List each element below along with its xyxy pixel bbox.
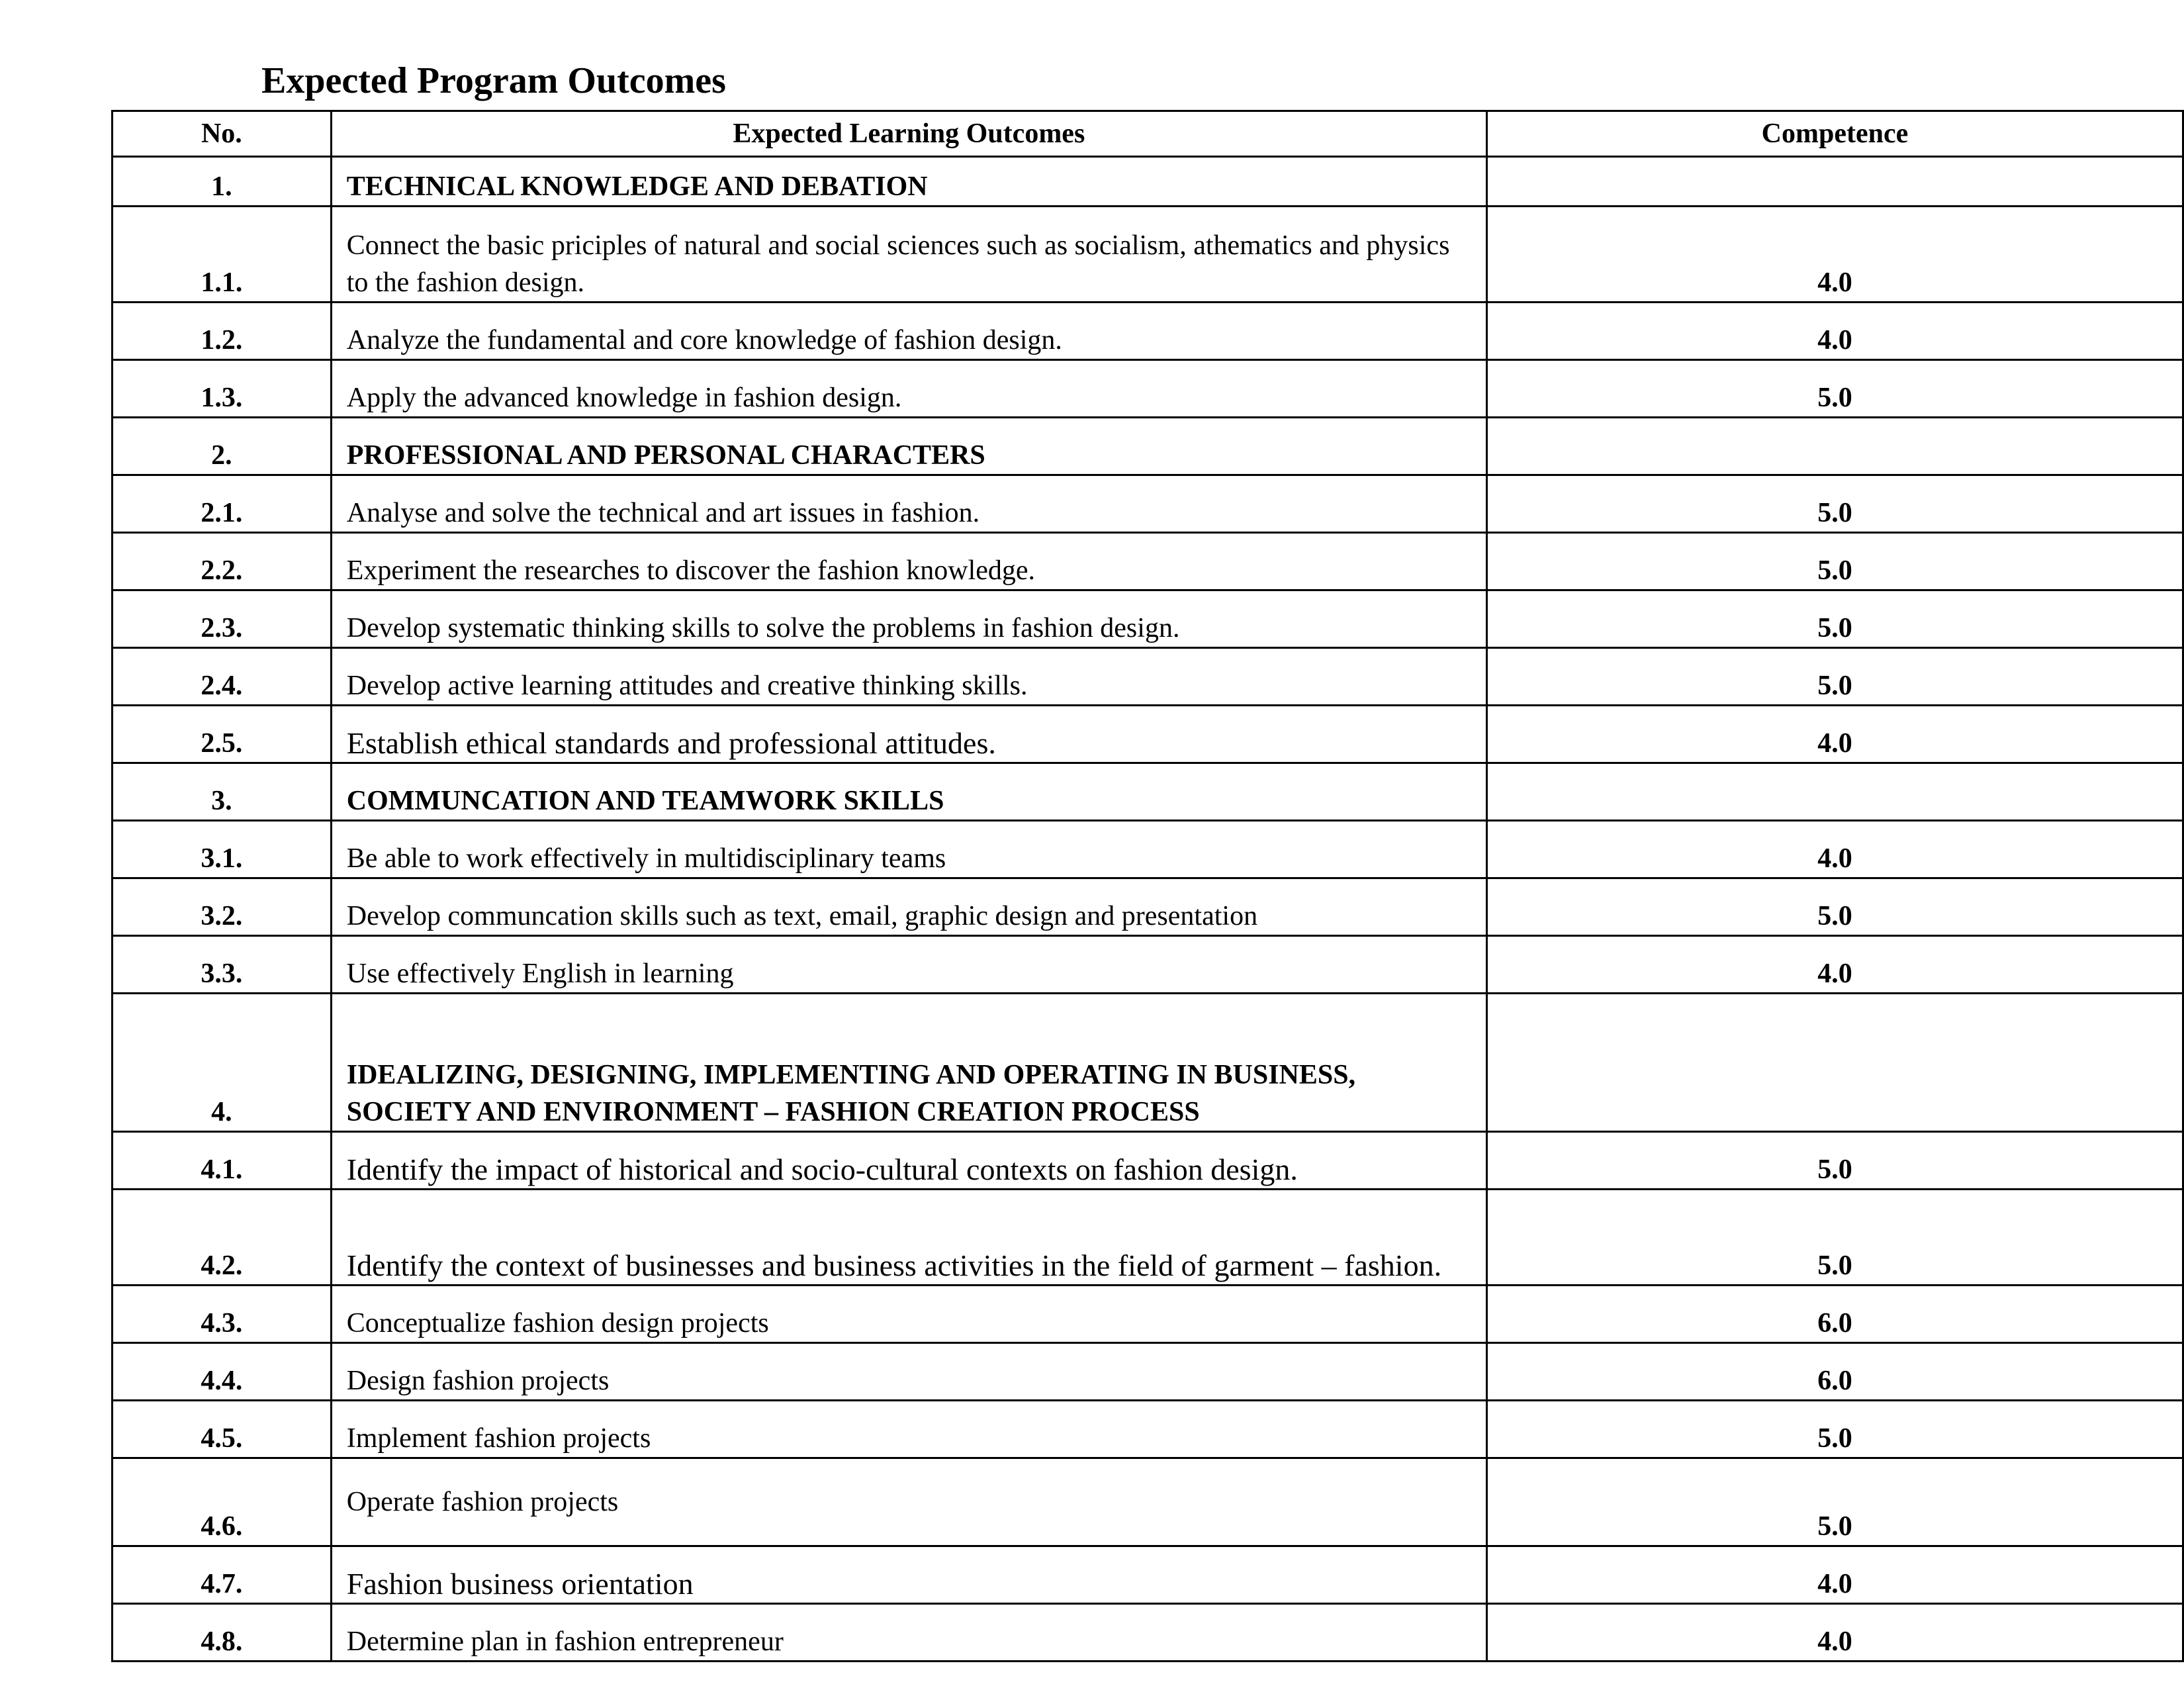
row-number: 2. (113, 418, 332, 475)
row-number: 4. (113, 994, 332, 1132)
table-row (113, 936, 2183, 994)
outcome-text: Develop active learning attitudes and creative thinking skills. (331, 648, 1486, 706)
competence-value: 5.0 (1486, 1401, 2183, 1458)
row-number: 3.1. (113, 821, 332, 878)
row-number: 3. (113, 763, 332, 821)
competence-value: 5.0 (1486, 648, 2183, 706)
outcome-text: Operate fashion projects (331, 1458, 1486, 1546)
header-no: No. (113, 111, 332, 157)
row-number: 4.8. (113, 1604, 332, 1662)
competence-value (1486, 418, 2183, 475)
row-number: 4.7. (113, 1546, 332, 1604)
section-title: TECHNICAL KNOWLEDGE AND DEBATION (331, 157, 1486, 207)
row-number: 4.6. (113, 1458, 332, 1546)
row-number: 2.2. (113, 533, 332, 590)
section-row (113, 763, 2183, 821)
row-number: 3.3. (113, 936, 332, 994)
table-row (113, 533, 2183, 590)
table-row (113, 1546, 2183, 1604)
table-row (113, 878, 2183, 936)
section-row (113, 418, 2183, 475)
outcome-text: Analyze the fundamental and core knowledge of fashion design. (331, 303, 1486, 360)
competence-value: 6.0 (1486, 1343, 2183, 1401)
outcome-text: Fashion business orientation (331, 1546, 1486, 1604)
outcome-text: Establish ethical standards and professional attitudes. (331, 706, 1486, 763)
competence-value (1486, 157, 2183, 207)
outcome-text: Identify the context of businesses and business activities in the field of garment – fashion. (331, 1190, 1486, 1286)
table-row (113, 360, 2183, 418)
table-row (113, 1604, 2183, 1662)
row-number: 3.2. (113, 878, 332, 936)
outcomes-table (111, 110, 2184, 1662)
header-outcome: Expected Learning Outcomes (331, 111, 1486, 157)
outcome-text: Implement fashion projects (331, 1401, 1486, 1458)
table-row (113, 1401, 2183, 1458)
outcome-text: Determine plan in fashion entrepreneur (331, 1604, 1486, 1662)
competence-value: 5.0 (1486, 533, 2183, 590)
outcome-text: Develop communcation skills such as text, email, graphic design and presentation (331, 878, 1486, 936)
competence-value: 4.0 (1486, 1546, 2183, 1604)
row-number: 4.4. (113, 1343, 332, 1401)
header-competence: Competence (1486, 111, 2183, 157)
outcome-text: Connect the basic priciples of natural and social sciences such as socialism, athematics and physics to the fashion design. (331, 207, 1486, 303)
table-row (113, 475, 2183, 533)
table-row (113, 706, 2183, 763)
section-title: IDEALIZING, DESIGNING, IMPLEMENTING AND OPERATING IN BUSINESS, SOCIETY AND ENVIRONMENT – FASHION CREATION PROCESS (331, 994, 1486, 1132)
competence-value: 5.0 (1486, 1190, 2183, 1286)
table-row (113, 821, 2183, 878)
competence-value: 5.0 (1486, 590, 2183, 648)
table-row (113, 648, 2183, 706)
table-row (113, 590, 2183, 648)
table-row (113, 303, 2183, 360)
competence-value: 4.0 (1486, 1604, 2183, 1662)
competence-value: 5.0 (1486, 1132, 2183, 1190)
outcome-text: Apply the advanced knowledge in fashion design. (331, 360, 1486, 418)
row-number: 2.3. (113, 590, 332, 648)
outcome-text: Be able to work effectively in multidisciplinary teams (331, 821, 1486, 878)
section-row (113, 157, 2183, 207)
row-number: 4.2. (113, 1190, 332, 1286)
competence-value (1486, 994, 2183, 1132)
outcome-text: Design fashion projects (331, 1343, 1486, 1401)
outcome-text: Develop systematic thinking skills to solve the problems in fashion design. (331, 590, 1486, 648)
row-number: 1.3. (113, 360, 332, 418)
table-row (113, 1458, 2183, 1546)
competence-value: 4.0 (1486, 207, 2183, 303)
section-title: COMMUNCATION AND TEAMWORK SKILLS (331, 763, 1486, 821)
outcome-text: Conceptualize fashion design projects (331, 1286, 1486, 1343)
row-number: 1.2. (113, 303, 332, 360)
row-number: 4.5. (113, 1401, 332, 1458)
row-number: 2.1. (113, 475, 332, 533)
competence-value: 5.0 (1486, 360, 2183, 418)
row-number: 4.3. (113, 1286, 332, 1343)
competence-value: 4.0 (1486, 936, 2183, 994)
table-row (113, 207, 2183, 303)
competence-value: 4.0 (1486, 821, 2183, 878)
outcome-text: Analyse and solve the technical and art issues in fashion. (331, 475, 1486, 533)
competence-value: 5.0 (1486, 475, 2183, 533)
table-row (113, 1343, 2183, 1401)
page-title: Expected Program Outcomes (261, 60, 726, 101)
row-number: 1. (113, 157, 332, 207)
row-number: 1.1. (113, 207, 332, 303)
table-row (113, 1190, 2183, 1286)
section-title: PROFESSIONAL AND PERSONAL CHARACTERS (331, 418, 1486, 475)
competence-value: 4.0 (1486, 303, 2183, 360)
competence-value (1486, 763, 2183, 821)
table-header-row (113, 111, 2183, 157)
outcome-text: Experiment the researches to discover the fashion knowledge. (331, 533, 1486, 590)
outcome-text: Use effectively English in learning (331, 936, 1486, 994)
table-row (113, 1286, 2183, 1343)
competence-value: 6.0 (1486, 1286, 2183, 1343)
row-number: 2.4. (113, 648, 332, 706)
competence-value: 5.0 (1486, 1458, 2183, 1546)
competence-value: 4.0 (1486, 706, 2183, 763)
section-row (113, 994, 2183, 1132)
row-number: 2.5. (113, 706, 332, 763)
table-row (113, 1132, 2183, 1190)
row-number: 4.1. (113, 1132, 332, 1190)
competence-value: 5.0 (1486, 878, 2183, 936)
outcome-text: Identify the impact of historical and socio-cultural contexts on fashion design. (331, 1132, 1486, 1190)
